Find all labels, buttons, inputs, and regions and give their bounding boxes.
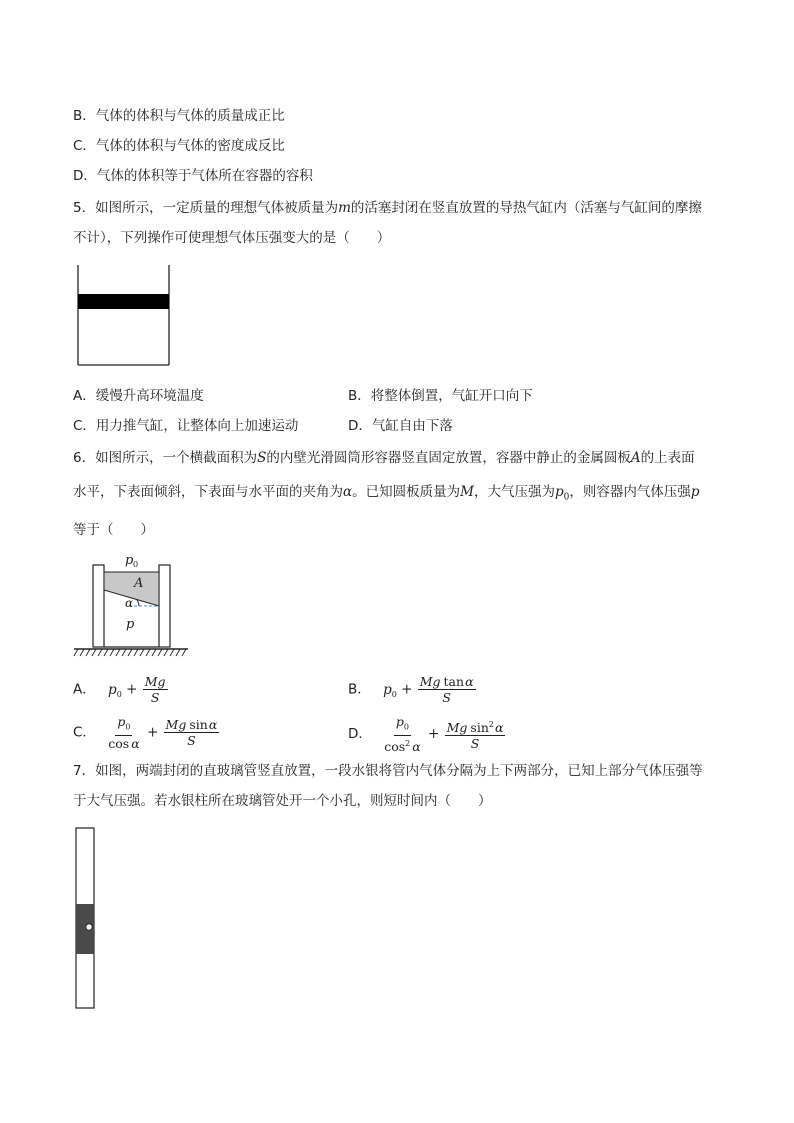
- q5-option-d: D．气缸自由下落: [348, 418, 453, 434]
- ground-hatching: [74, 649, 186, 656]
- q5-option-a: A．缓慢升高环境温度: [73, 388, 204, 404]
- fraction: $\frac{p_0}{\cos^2 \alpha}$: [384, 714, 421, 754]
- q6-stem-line3: 等于（ ）: [73, 522, 154, 538]
- q4-option-d: D．气体的体积等于气体所在容器的容积: [73, 168, 313, 184]
- q5-stem-line2: 不计），下列操作可使理想气体压强变大的是（ ）: [73, 230, 391, 246]
- q4-option-c: C．气体的体积与气体的密度成反比: [73, 138, 285, 154]
- label-p: p: [126, 617, 135, 632]
- fraction: $\frac{Mg}{S}$: [144, 674, 166, 705]
- q6-option-b: B． $p_0$ + $\frac{\text{Mg tanα}}{S}$: [348, 674, 474, 705]
- fraction: $\frac{Mg \sin^2\alpha}{S}$: [445, 717, 506, 751]
- q5-cylinder-figure: [72, 262, 174, 368]
- label-p0: p: [125, 553, 134, 568]
- q6-stem-line2: 水平，下表面倾斜，下表面与水平面的夹角为α。已知圆板质量为M，大气压强为$p_0$，则容器内气体压强p: [73, 484, 700, 503]
- q5-option-c: C．用力推气缸，让整体向上加速运动: [73, 418, 299, 434]
- small-hole: [86, 924, 92, 930]
- q4-option-b: B．气体的体积与气体的质量成正比: [73, 108, 285, 124]
- q6-stem-line1: 6．如图所示，一个横截面积为S的内壁光滑圆筒形容器竖直固定放置，容器中静止的金属圆板A的上表面: [73, 450, 695, 466]
- piston: [78, 294, 169, 309]
- q7-stem-line1: 7．如图，两端封闭的直玻璃管竖直放置，一段水银将管内气体分隔为上下两部分，已知上部分气体压强等: [73, 763, 703, 779]
- label-a: A: [134, 576, 144, 591]
- fraction: $\frac{p_0}{\text{cos α}}$: [108, 714, 140, 751]
- q6-option-d: D． $\frac{p_0}{\cos^2 \alpha}$ + $\frac{Mg \sin^2\alpha}{S}$: [348, 714, 504, 754]
- right-wall: [159, 565, 170, 647]
- var-m: m: [338, 200, 351, 216]
- q6-option-c: C． $\frac{p_0}{\text{cos α}}$ + $\frac{\text{Mg sinα}}{S}$: [73, 714, 218, 751]
- q5-stem-line1: 5．如图所示，一定质量的理想气体被质量为m的活塞封闭在竖直放置的导热气缸内（活塞与气缸间的摩擦: [73, 200, 702, 216]
- angle-arc: [137, 600, 139, 606]
- q5-option-b: B．将整体倒置，气缸开口向下: [348, 388, 533, 404]
- fraction: $\frac{\text{Mg sinα}}{S}$: [165, 716, 218, 748]
- q6-option-a: A． $p_0$ + $\frac{Mg}{S}$: [73, 674, 166, 705]
- label-p0-sub: 0: [133, 560, 139, 569]
- q7-tube-figure: [74, 826, 98, 1012]
- label-alpha: α: [125, 596, 134, 610]
- left-wall: [93, 565, 104, 647]
- fraction: $\frac{\text{Mg tanα}}{S}$: [419, 674, 474, 705]
- q6-container-figure: [72, 548, 190, 660]
- q7-stem-line2: 于大气压强。若水银柱所在玻璃管处开一个小孔，则短时间内（ ）: [73, 793, 492, 809]
